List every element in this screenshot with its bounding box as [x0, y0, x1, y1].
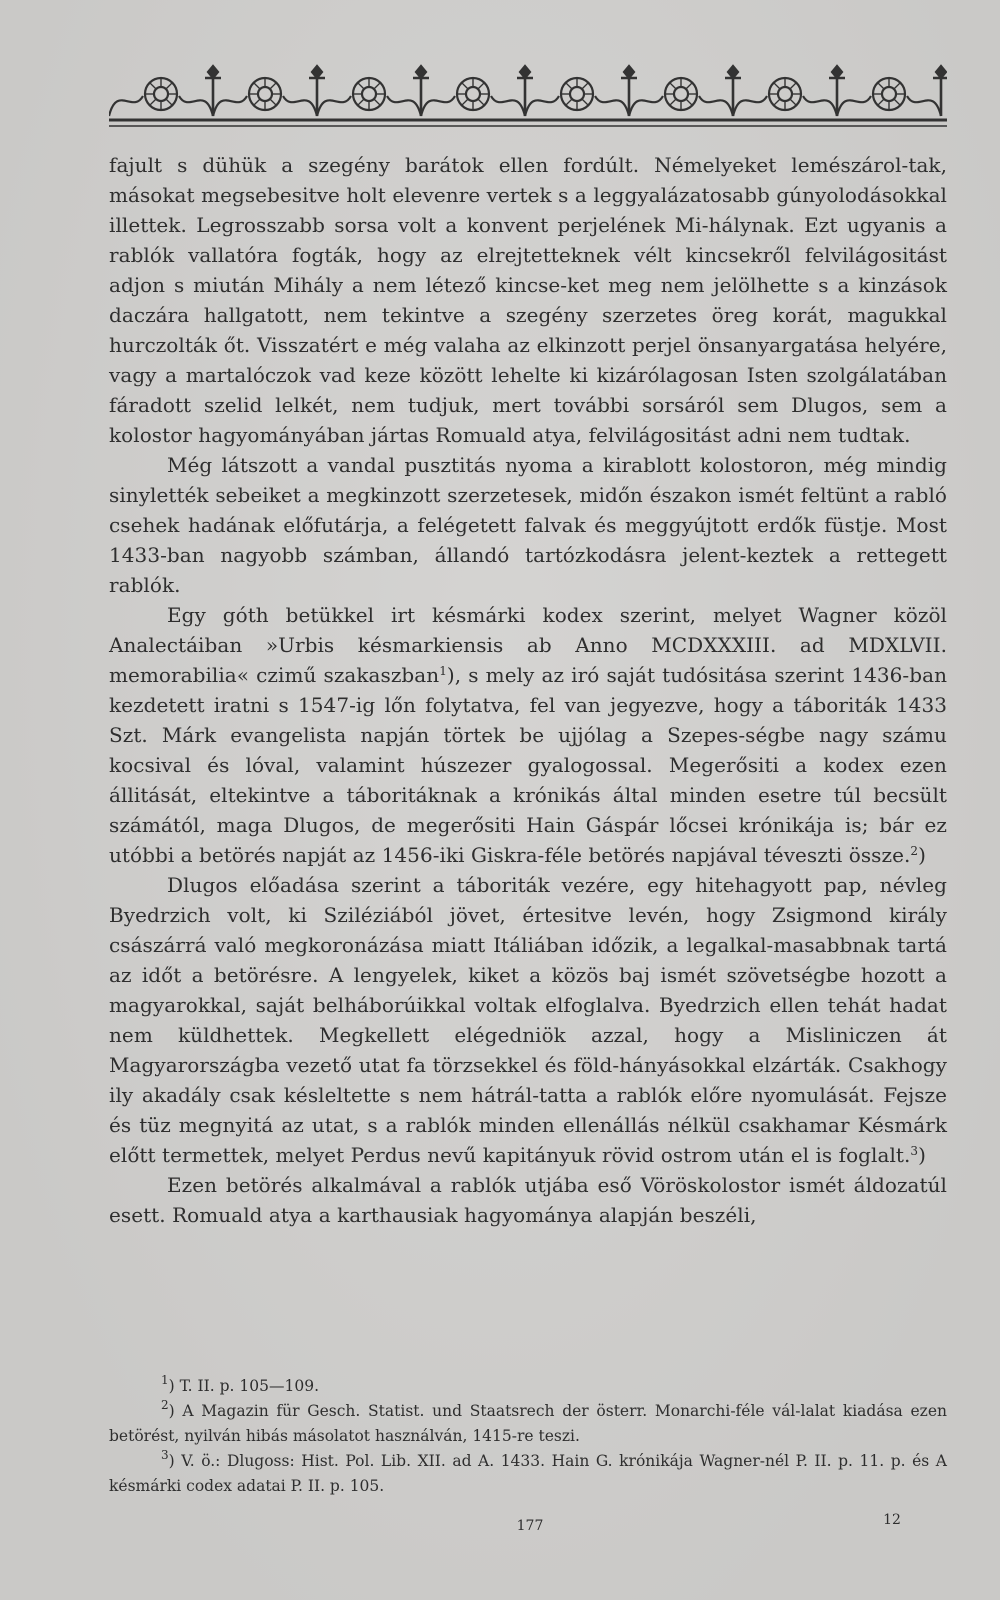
page-number: 177: [516, 1518, 544, 1534]
footnote-reference[interactable]: 2: [910, 844, 919, 858]
paragraph: Még látszott a vandal pusztitás nyoma a kirablott kolostoron, még mindig sinylették sebeiket a megkinzott szerzetesek, midőn északon ismét feltünt a rabló csehek hadának előfutárja, a felégetett falvak és meggyújtott erdők füstje. Most 1433-ban nagyobb számban, állandó tartózkodásra jelent-keztek a rettegett rablók.: [109, 453, 947, 597]
floral-ornament-band-icon: [109, 64, 947, 130]
footnote: $^3$) V. ö.: Dlugoss: Hist. Pol. Lib. XII. ad A. 1433. Hain G. krónikája Wagner-nél P. II. p. 11. p. és A késmárki codex adatai P. II. p. 105.: [109, 1448, 947, 1495]
footnote: $^2$) A Magazin für Gesch. Statist. und Staatsrech der österr. Monarchi-féle vál-lalat kiadása ezen betörést, nyilván hibás másolatot használván, 1415-re teszi.: [109, 1398, 947, 1445]
paragraph: Ezen betörés alkalmával a rablók utjába eső Vöröskolostor ismét áldozatúl esett. Romuald atya a karthausiak hagyománya alapján beszéli,: [109, 1173, 947, 1227]
paragraph: Egy góth betükkel irt késmárki kodex szerint, melyet Wagner közöl Analectáiban »Urbis késmarkiensis ab Anno MCDXXXIII. ad MDXLVII. memorabilia« czimű szakaszban$^1$), s mely az iró saját tudósitása szerint 1436-ban kezdetett iratni s 1547-ig lőn folytatva, fel van jegyezve, hogy a táboriták 1433 Szt. Márk evangelista napján törtek be ujjólag a Szepes-ségbe nagy számu kocsival és lóval, valamint húszezer gyalogossal. Megerősiti a kodex ezen állitását, eltekintve a táboritáknak a krónikás által minden esetre túl becsült számától, maga Dlugos, de megerősiti Hain Gáspár lőcsei krónikája is; bár ez utóbbi a betörés napját az 1456-iki Giskra-féle betörés napjával téveszti össze.$^2$): [109, 603, 947, 867]
footnotes: [109, 1374, 947, 1499]
footnote-reference[interactable]: 1: [439, 664, 447, 678]
footnote-reference[interactable]: 3: [910, 1144, 919, 1158]
paragraph: fajult s dühük a szegény barátok ellen fordúlt. Némelyeket lemészárol-tak, másokat megsebesitve holt elevenre vertek s a leggyalázatosabb gúnyolodásokkal illettek. Legrosszabb sorsa volt a konvent perjelének Mi-hálynak. Ezt ugyanis a rablók vallatóra fogták, hogy az elrejtetteknek vélt kincsekről felvilágositást adjon s miután Mihály a nem létező kincse-ket meg nem jelölhette s a kinzások daczára hallgatott, nem tekintve a szegény szerzetes öreg korát, magukkal hurczolták őt. Visszatért e még valaha az elkinzott perjel önsanyargatása helyére, vagy a martalóczok vad keze között lehelte ki kizárólagosan Isten szolgálatában fáradott szelid lelkét, nem tudjuk, mert további sorsáról sem Dlugos, sem a kolostor hagyományában jártas Romuald atya, felvilágositást adni nem tudtak.: [109, 153, 947, 447]
footnote: $^1$) T. II. p. 105—109.: [161, 1373, 320, 1395]
signature-mark: 12: [883, 1512, 901, 1528]
paragraph: Dlugos előadása szerint a táboriták vezére, egy hitehagyott pap, névleg Byedrzich volt, ki Sziléziából jövet, értesitve levén, hogy Zsigmond király császárrá való megkoronázása miatt Itáliában időzik, a legalkal-masabbnak tartá az időt a betörésre. A lengyelek, kiket a közös baj ismét szövetségbe hozott a magyarokkal, saját belháborúikkal voltak elfoglalva. Byedrzich ellen tehát hadat nem küldhettek. Megkellett elégedniök azzal, hogy a Misliniczen át Magyarországba vezető utat fa törzsekkel és föld-hányásokkal elzárták. Csakhogy ily akadály csak késleltette s nem hátrál-tatta a rablók előre nyomulását. Fejsze és tüz megnyitá az utat, s a rablók minden ellenállás nélkül csakhamar Késmárk előtt termettek, melyet Perdus nevű kapitányuk rövid ostrom után el is foglalt.$^3$): [109, 873, 947, 1167]
main-text: [109, 150, 947, 1230]
